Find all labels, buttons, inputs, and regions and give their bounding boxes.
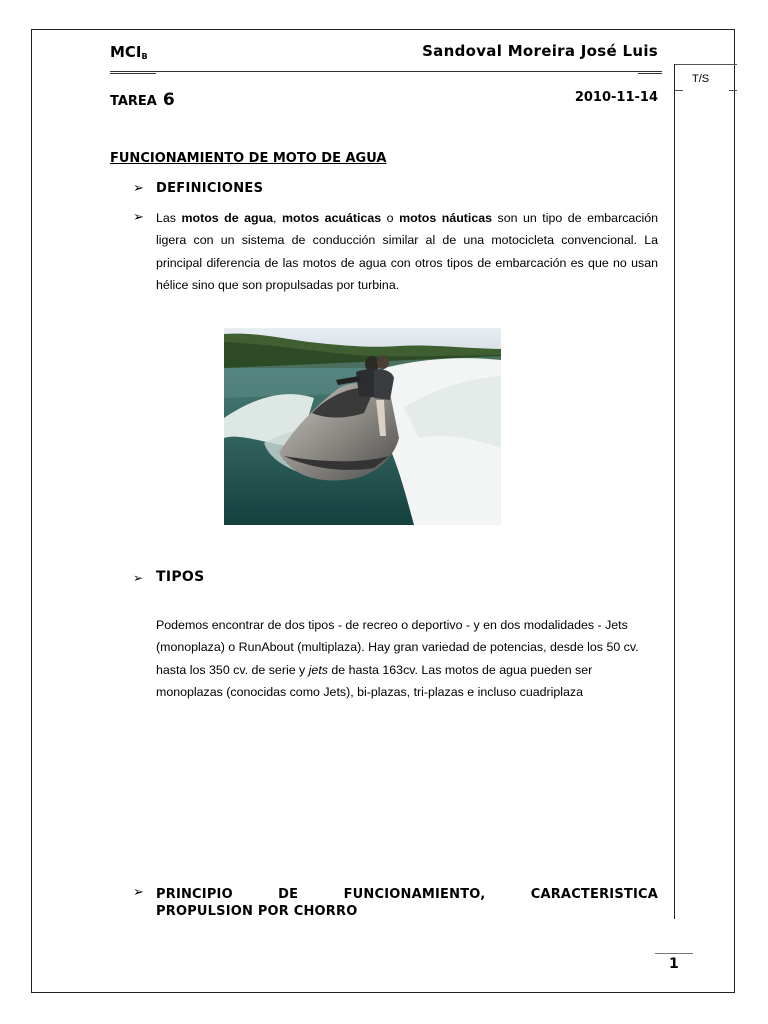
bullet-icon: ➢ [133, 210, 144, 225]
bullet-icon: ➢ [133, 571, 144, 585]
page-number: 1 [669, 956, 679, 972]
margin-rule [674, 64, 675, 919]
side-box-top-rule [675, 64, 737, 65]
definition-paragraph: Las motos de agua, motos acuáticas o motos náuticas son un tipo de embarcación ligera con un sistema de conducción similar al de una motocicleta convencional. La principal diferencia de las motos de agua con otros tipos de embarcación es que no usan hélice sino que son propulsadas por turbina. [156, 211, 659, 293]
side-box-tick-right [729, 90, 737, 91]
task-label: TAREA 6 [110, 90, 175, 110]
footer-rule [655, 953, 693, 954]
course-code: $MCI_B$ [110, 43, 148, 61]
section-heading-principio: PRINCIPIO DE FUNCIONAMIENTO, CARACTERISTICA [156, 887, 658, 902]
header-rule-left [110, 73, 156, 74]
bullet-icon: ➢ [133, 885, 144, 900]
section-heading-tipos: TIPOS [156, 569, 205, 585]
header-rule-right [638, 73, 662, 74]
section-heading-definiciones: DEFINICIONES [156, 181, 264, 196]
tipos-paragraph: Podemos encontrar de dos tipos - de recreo o deportivo - y en dos modalidades - Jets (monoplaza) o RunAbout (multiplaza). Hay gran variedad de potencias, desde los 50 cv. hasta los 350 cv. de serie y jets de hasta 163cv. Las motos de agua pueden ser monoplazas (conocidas como Jets), bi-plazas, tri-plazas e incluso cuadriplaza [156, 618, 639, 700]
side-box-tick-left [675, 90, 683, 91]
bullet-icon: ➢ [133, 181, 144, 196]
section-heading-principio-line2: PROPULSION POR CHORRO [156, 904, 358, 919]
author-name: Sandoval Moreira José Luis [422, 42, 658, 60]
document-title: FUNCIONAMIENTO DE MOTO DE AGUA [110, 151, 387, 166]
header-rule [110, 71, 662, 72]
task-number: 6 [162, 90, 175, 110]
document-date: 2010-11-14 [574, 90, 658, 105]
side-label: T/S [692, 73, 710, 85]
jet-ski-photo [224, 328, 501, 525]
